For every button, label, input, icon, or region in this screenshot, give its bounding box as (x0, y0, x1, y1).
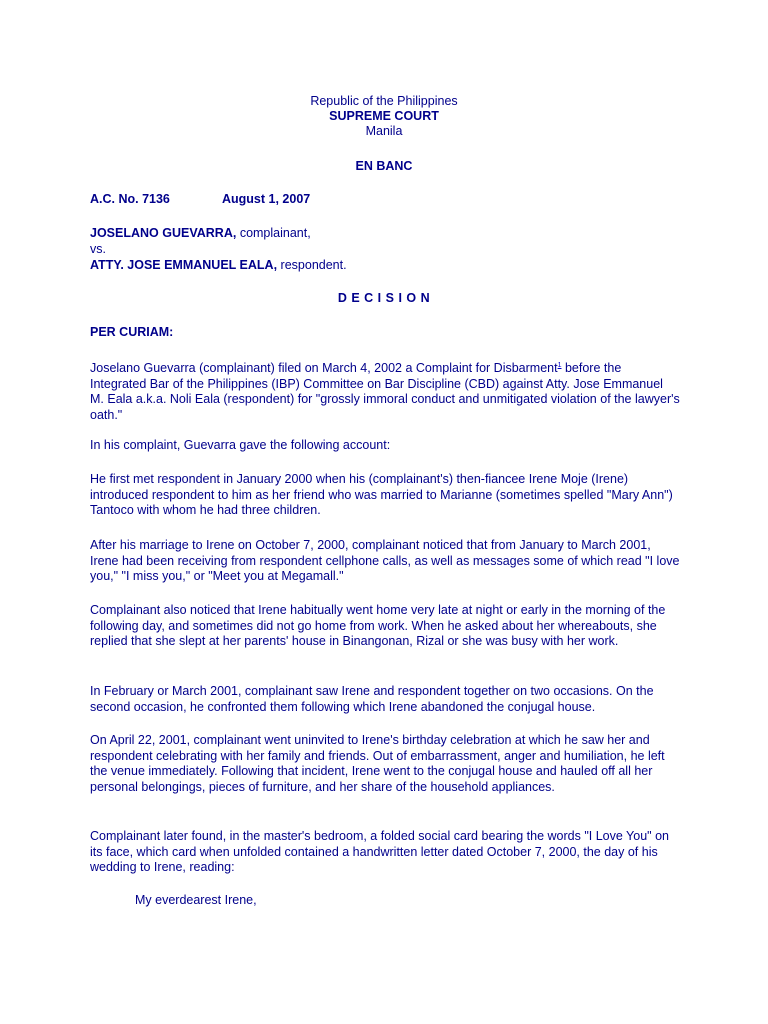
paragraph-1-text-b: before the Integrated Bar of the Philippines (IBP) Committee on Bar Discipline (CBD) against Atty. Jose Emmanuel M. Eala a.k.a. Noli Eala (respondent) for "grossly immoral conduct and unmitigated violation of the lawyer's oath." (90, 361, 680, 422)
paragraph-3: He first met respondent in January 2000 when his (complainant's) then-fiancee Irene Moje (Irene) introduced respondent to him as her friend who was married to Marianne (sometimes spelled "Mary Ann") Tantoco with whom he had three children. (90, 472, 673, 517)
paragraph-4: After his marriage to Irene on October 7, 2000, complainant noticed that from January to March 2001, Irene had been receiving from respondent cellphone calls, as well as messages some of which read "I love you," "I miss you," or "Meet you at Megamall." (90, 538, 680, 583)
paragraph-1-text-a: Joselano Guevarra (complainant) filed on March 4, 2002 a Complaint for Disbarment (90, 361, 558, 376)
division-title: EN BANC (355, 159, 413, 173)
header-manila: Manila (365, 124, 403, 138)
respondent-role: respondent. (280, 258, 347, 272)
complainant-role: complainant, (239, 226, 311, 240)
paragraph-8: Complainant later found, in the master's bedroom, a folded social card bearing the words "I Love You" on its face, which card when unfolded contained a handwritten letter dated October 7, 2000, the day of his wedding to Irene, reading: (90, 829, 669, 874)
paragraph-2: In his complaint, Guevarra gave the following account: (90, 438, 391, 452)
complainant-name: JOSELANO GUEVARRA, (90, 226, 237, 240)
letter-salutation: My everdearest Irene, (135, 893, 257, 907)
per-curiam-heading: PER CURIAM: (90, 325, 174, 339)
case-date: August 1, 2007 (222, 192, 311, 206)
respondent-name: ATTY. JOSE EMMANUEL EALA, (90, 258, 278, 272)
case-number: A.C. No. 7136 (90, 192, 170, 206)
paragraph-7: On April 22, 2001, complainant went uninvited to Irene's birthday celebration at which he saw her and respondent celebrating with her family and friends. Out of embarrassment, anger and humiliation, he left the venue immediately. Following that incident, Irene went to the conjugal house and hauled off all her personal belongings, pieces of furniture, and her share of the household appliances. (90, 733, 665, 794)
footnote-1-link[interactable]: 1 (557, 362, 562, 369)
paragraph-5: Complainant also noticed that Irene habitually went home very late at night or early in the morning of the following day, and sometimes did not go home from work. When he asked about her whereabouts, she replied that she slept at her parents' house in Binangonan, Rizal or she was busy with her work. (90, 603, 666, 648)
complainant-line (90, 226, 311, 240)
decision-title: D E C I S I O N (337, 291, 431, 305)
respondent-line (90, 258, 347, 272)
header-republic: Republic of the Philippines (310, 94, 458, 108)
paragraph-1 (90, 358, 680, 423)
versus-label: vs. (90, 242, 106, 256)
paragraph-6: In February or March 2001, complainant saw Irene and respondent together on two occasions. On the second occasion, he confronted them following which Irene abandoned the conjugal house. (90, 684, 654, 714)
header-supreme-court: SUPREME COURT (329, 109, 439, 123)
